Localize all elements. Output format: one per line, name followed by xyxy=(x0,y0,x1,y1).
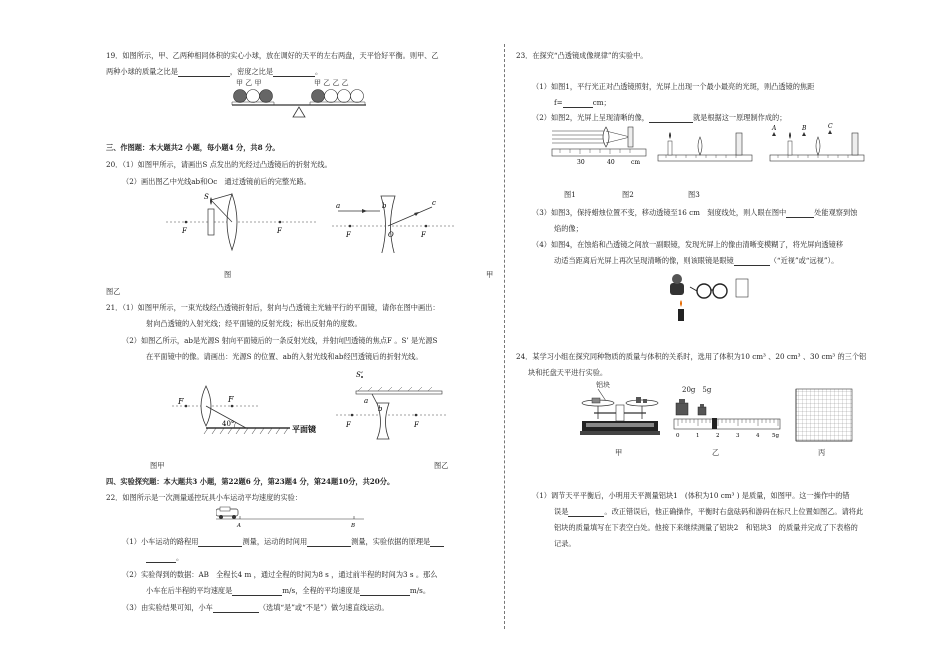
q22-s1-cont: 。 xyxy=(146,553,183,563)
q23-glasses-type-blank[interactable] xyxy=(734,257,770,266)
q19-line1: 19．如图所示，甲、乙两种相同体积的实心小球，放在调好的天平的左右两盘，天平恰好平衡。则甲、乙 xyxy=(106,51,439,60)
q24-mistake-blank[interactable] xyxy=(568,508,604,517)
q23-s1-line2: f= cm； xyxy=(554,98,611,107)
svg-text:F: F xyxy=(182,227,187,235)
q23-s4-line1: （4）如图4，在蚀焰和凸透镜之间放一副眼镜，发现光屏上的像由清晰变模糊了，将光屏向透镜移 xyxy=(532,240,844,249)
q19-mass-ratio-blank[interactable] xyxy=(178,68,230,77)
q22-average-speed-blank[interactable] xyxy=(360,587,410,596)
q24-s1-line3: 铝块的质量填写在下表空白处。他接下来继续测量了铝块2 和铝块3 的质量并完成了下表格的 xyxy=(554,523,858,532)
q24-s1-line4: 记录。 xyxy=(554,539,576,548)
q21-part2-line2: 在平面镜中的像。请画出：光源S 的位置、ab的入射光线和ab经凹透镜后的折射光线。 xyxy=(146,352,423,361)
q20-part2: （2）画出图乙中光线ab和Oc 通过透镜前后的完整光路。 xyxy=(122,177,311,186)
left-pan-balls xyxy=(234,90,273,103)
svg-text:1: 1 xyxy=(696,433,700,439)
svg-text:30: 30 xyxy=(577,159,585,166)
q19-right-pan-labels: 甲 乙 乙 乙 xyxy=(314,79,349,87)
column-divider xyxy=(504,44,505,629)
svg-text:F: F xyxy=(228,395,234,404)
svg-text:F: F xyxy=(414,421,419,429)
svg-text:5g: 5g xyxy=(772,433,780,439)
q22-uniform-motion-blank[interactable] xyxy=(213,604,259,613)
svg-text:4: 4 xyxy=(756,433,760,439)
glasses-left-lens-icon xyxy=(697,284,711,298)
svg-text:c: c xyxy=(432,199,436,207)
svg-text:a: a xyxy=(364,397,369,405)
section3-heading: 三、作图题：本大题共2 小题，每小题4 分，共8 分。 xyxy=(106,143,280,152)
svg-text:F: F xyxy=(346,421,351,429)
svg-text:b: b xyxy=(378,405,383,413)
q23-figure4-glasses xyxy=(666,269,758,327)
q21-figure-b xyxy=(328,369,448,441)
q22-time-tool-blank[interactable] xyxy=(307,538,351,547)
section4-heading: 四、实验探究题：本大题共3 小题，第22题6 分，第23题4 分，第24题10分，共20分。 xyxy=(106,477,395,486)
svg-text:S’: S’ xyxy=(356,371,364,379)
q23-s4-line2: 动适当距离后光屏上再次呈现清晰的像，则该眼镜是眼镜 （“近视”或“远视”）。 xyxy=(554,256,839,265)
q24-intro-line1: 24．某学习小组在探究同种物质的质量与体积的关系时，选用了体积为10 cm³ 、20 cm³ 、30 cm³ 的三个铝 xyxy=(516,352,867,361)
q23-s3-line2: 焰的像； xyxy=(554,224,583,233)
q24-s1-line2: 误是 。改正错误后，他正确操作，平衡时右盘砝码和游码在标尺上位置如图乙。请将此 xyxy=(554,507,864,516)
q23-focal-length-blank[interactable] xyxy=(563,99,593,108)
svg-text:F: F xyxy=(421,231,426,239)
q23-caption2: 图2 xyxy=(622,190,634,199)
q22-second-half-speed-blank[interactable] xyxy=(232,587,282,596)
q23-intro: 23．在探究“凸透镜成像规律”的实验中。 xyxy=(516,51,648,60)
q21-part1-line1: 21．（1）如图甲所示，一束光线经凸透镜折射后，射向与凸透镜主光轴平行的平面镜，请你在图中画出： xyxy=(106,303,440,312)
q22-s2-line1: （2）实验得到的数据：AB 全程长4 m ，通过全程的时间为8 s ，通过前半程的时间为3 s 。那么 xyxy=(122,570,438,579)
q23-caption3: 图3 xyxy=(688,190,700,199)
q24-figure-yi-scale xyxy=(672,393,784,441)
svg-text:2: 2 xyxy=(716,433,720,439)
q22-principle-blank-b[interactable] xyxy=(146,554,176,563)
q21-part2-line1: （2）如图乙所示，ab是光源S 射向平面镜后的一条反射光线，并射向凹透镜的焦点F 。S’ 是光源S xyxy=(122,336,438,345)
q20-figure-a-convex-lens xyxy=(166,191,316,253)
q23-s3-line1: （3）如图3，保持蜡烛位置不变，移动透镜至16 cm 刻度线处，则人眼在图中 处能观察到蚀 xyxy=(532,208,858,217)
q23-figure3 xyxy=(768,119,868,169)
q24-caption-bing: 丙 xyxy=(818,448,826,457)
svg-text:F: F xyxy=(346,231,351,239)
svg-text:C: C xyxy=(828,123,833,130)
balance-fulcrum xyxy=(293,107,305,117)
q20-figure-b-concave-lens xyxy=(328,191,456,253)
svg-text:B: B xyxy=(351,523,356,528)
svg-text:b: b xyxy=(382,202,387,210)
svg-text:a: a xyxy=(336,202,341,210)
q21-part1-line2: 射向凸透镜的入射光线；经平面镜的反射光线；标出反射角的度数。 xyxy=(146,319,362,328)
q24-caption-yi: 乙 xyxy=(712,448,720,457)
rider-weight-icon xyxy=(712,418,717,429)
right-pan-balls xyxy=(312,90,364,103)
q20-caption-jia-2: 甲 xyxy=(486,270,494,279)
svg-text:40: 40 xyxy=(607,159,615,166)
q23-caption1: 图1 xyxy=(564,190,576,199)
q22-car-track-figure xyxy=(216,506,366,528)
q20-caption-yi: 图乙 xyxy=(106,287,121,296)
q24-figure-bing-grid xyxy=(794,387,856,443)
svg-text:40°: 40° xyxy=(222,420,235,428)
q22-principle-blank-a[interactable] xyxy=(430,538,444,547)
q24-intro-line2: 块和托盘天平进行实验。 xyxy=(528,368,608,377)
svg-text:平面镜: 平面镜 xyxy=(292,424,316,434)
q21-caption-yi: 图乙 xyxy=(434,461,449,470)
svg-text:cm: cm xyxy=(631,159,641,166)
svg-text:F: F xyxy=(178,397,184,406)
svg-text:0: 0 xyxy=(676,433,680,439)
q19-line2: 两种小球的质量之比是 ，密度之比是 。 xyxy=(106,67,323,76)
svg-text:S: S xyxy=(204,193,209,201)
svg-text:A: A xyxy=(772,125,777,132)
q24-block-label: 铝块 xyxy=(596,381,610,389)
q19-balance-figure xyxy=(226,87,386,131)
q22-intro: 22．如图所示是一次测量遥控玩具小车运动平均速度的实验： xyxy=(106,493,303,502)
svg-text:F: F xyxy=(277,227,282,235)
svg-text:B: B xyxy=(802,125,807,132)
q24-weights-label: 20g 5g xyxy=(682,386,712,394)
q24-s1-line1: （1）调节天平平衡后，小明用天平测量铝块1 (体积为10 cm³ ) 是质量，如图甲。这一操作中的错 xyxy=(532,491,850,500)
q22-distance-tool-blank[interactable] xyxy=(198,538,242,547)
q23-device-blank[interactable] xyxy=(649,114,693,123)
q20-caption-jia-1: 图 xyxy=(224,270,232,279)
q24-caption-jia: 甲 xyxy=(615,448,623,457)
glasses-right-lens-icon xyxy=(713,284,727,298)
q23-eye-position-blank[interactable] xyxy=(786,209,814,218)
q24-figure-jia-balance xyxy=(576,389,664,441)
svg-text:O: O xyxy=(388,231,394,239)
q23-figure1 xyxy=(550,123,650,169)
q22-s1: （1）小车运动的路程用 测量，运动的时间用 测量，实验依据的原理是 xyxy=(122,537,444,547)
q22-s2-line2: 小车在后半程的平均速度是 m/s，全程的平均速度是 m/s。 xyxy=(146,586,431,595)
svg-text:A: A xyxy=(237,523,241,528)
q21-figure-a xyxy=(172,382,332,440)
q21-caption-jia: 图甲 xyxy=(150,461,165,470)
q20-part1: 20．（1）如图甲所示，请画出S 点发出的光经过凸透镜后的折射光线。 xyxy=(106,160,332,169)
q19-density-ratio-blank[interactable] xyxy=(273,68,315,77)
q23-s1-line1: （1）如图1，平行光正对凸透镜照射，光屏上出现一个最小最亮的光斑，则凸透镜的焦距 xyxy=(532,82,815,91)
q23-s2: （2）如图2，光屏上呈现清晰的像， 就是根据这一原理制作成的； xyxy=(532,113,787,122)
q19-left-pan-labels: 甲 乙 甲 xyxy=(236,79,262,87)
q23-figure2 xyxy=(656,123,756,169)
q22-s3: （3）由实验结果可知，小车 （选填“是”或“不是”）做匀速直线运动。 xyxy=(122,603,389,612)
svg-text:3: 3 xyxy=(736,433,740,439)
